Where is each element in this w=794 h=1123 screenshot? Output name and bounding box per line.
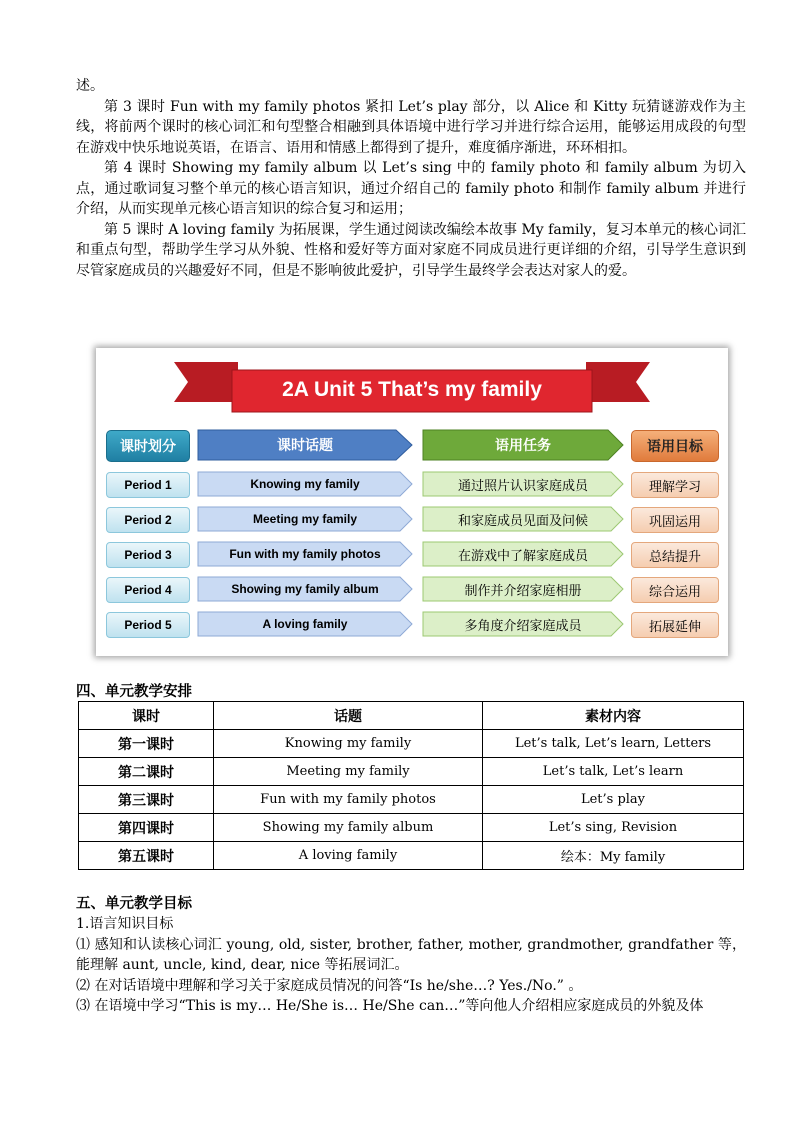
task-label: 在游戏中了解家庭成员 — [457, 548, 588, 564]
lesson-cell: 第五课时 — [79, 842, 214, 870]
goal-label: 总结提升 — [631, 542, 719, 568]
period-label: Period 3 — [106, 542, 190, 568]
material-cell: Let’s talk, Let’s learn, Letters — [483, 730, 744, 758]
table-header-row — [79, 702, 744, 730]
objectives-text — [76, 914, 746, 1017]
material-cell: 绘本：My family — [483, 842, 744, 870]
objective-item: ⑶ 在语境中学习“This is my… He/She is… He/She can…”等向他人介绍相应家庭成员的外貌及体 — [76, 998, 704, 1014]
task-label: 多角度介绍家庭成员 — [464, 618, 582, 634]
topic-label: A loving family — [262, 617, 348, 631]
task-label: 通过照片认识家庭成员 — [457, 478, 588, 494]
lesson-cell: 第三课时 — [79, 786, 214, 814]
paragraph-lesson-3: 第 3 课时 Fun with my family photos 紧扣 Let’s play 部分，以 Alice 和 Kitty 玩猜谜游戏作为主线，将前两个课时的核心词汇和句型整合相融到具体语境中进行学习并进行综合运用，能够运用成段的句型在游戏中快乐地说英语，在语言、语用和情感上都得到了提升，难度循序渐进，环环相扣。 — [76, 98, 746, 156]
topic-label: Meeting my family — [252, 512, 358, 526]
material-cell: Let’s play — [483, 786, 744, 814]
goal-label: 理解学习 — [631, 472, 719, 498]
topic-cell: Meeting my family — [214, 758, 483, 786]
topic-label: Showing my family album — [231, 582, 379, 596]
table-row — [79, 786, 744, 814]
table-row — [79, 814, 744, 842]
goal-label: 巩固运用 — [631, 507, 719, 533]
material-cell: Let’s sing, Revision — [483, 814, 744, 842]
lesson-cell: 第二课时 — [79, 758, 214, 786]
header-period: 课时划分 — [106, 430, 190, 462]
topic-cell: Knowing my family — [214, 730, 483, 758]
topic-cell: Showing my family album — [214, 814, 483, 842]
task-label: 制作并介绍家庭相册 — [464, 583, 582, 599]
period-label: Period 1 — [106, 472, 190, 498]
period-label: Period 2 — [106, 507, 190, 533]
lesson-cell: 第一课时 — [79, 730, 214, 758]
material-cell: Let’s talk, Let’s learn — [483, 758, 744, 786]
table-row — [79, 842, 744, 870]
objective-subheading: 1.语言知识目标 — [76, 916, 174, 932]
goal-label: 拓展延伸 — [631, 612, 719, 638]
diagram-title: 2A Unit 5 That’s my family — [282, 378, 542, 401]
header-topic: 课时话题 — [277, 437, 333, 453]
objective-item: ⑵ 在对话语境中理解和学习关于家庭成员情况的问答“Is he/she…? Yes./No.” 。 — [76, 977, 583, 994]
section-5-heading: 五、单元教学目标 — [76, 895, 192, 912]
table-row — [79, 758, 744, 786]
period-label: Period 4 — [106, 577, 190, 603]
column-header-material: 素材内容 — [483, 702, 744, 730]
paragraph-lesson-5: 第 5 课时 A loving family 为拓展课，学生通过阅读改编绘本故事 My family，复习本单元的核心词汇和重点句型，帮助学生学习从外貌、性格和爱好等方面对家庭不同成员进行更详细的介绍，引导学生意识到尽管家庭成员的兴趣爱好不同，但是不影响彼此爱护，引导学生最终学会表达对家人的爱。 — [76, 221, 746, 279]
task-label: 和家庭成员见面及问候 — [457, 513, 588, 529]
column-header-topic: 话题 — [214, 702, 483, 730]
lesson-cell: 第四课时 — [79, 814, 214, 842]
topic-cell: Fun with my family photos — [214, 786, 483, 814]
topic-label: Fun with my family photos — [229, 547, 381, 561]
header-goal: 语用目标 — [631, 430, 719, 462]
table-row — [79, 730, 744, 758]
topic-cell: A loving family — [214, 842, 483, 870]
objective-item: ⑴ 感知和认读核心词汇 young, old, sister, brother, father, mother, grandmother, grandfather 等，能理解 aunt, uncle, kind, dear, nice 等拓展词汇。 — [76, 936, 746, 973]
paragraph-lesson-4: 第 4 课时 Showing my family album 以 Let’s sing 中的 family photo 和 family album 为切入点，通过歌词复习整个单元的核心语言知识，通过介绍自己的 family photo 和制作 family album 并进行介绍，从而实现单元核心语言知识的综合复习和运用； — [76, 160, 746, 217]
unit-overview-diagram — [96, 348, 728, 656]
goal-label: 综合运用 — [631, 577, 719, 603]
intro-text — [76, 76, 746, 281]
paragraph-tail: 述。 — [76, 78, 104, 94]
topic-label: Knowing my family — [250, 477, 360, 491]
header-task: 语用任务 — [495, 437, 551, 453]
schedule-table — [78, 701, 744, 870]
column-header-lesson: 课时 — [79, 702, 214, 730]
period-label: Period 5 — [106, 612, 190, 638]
section-4-heading: 四、单元教学安排 — [76, 683, 192, 700]
